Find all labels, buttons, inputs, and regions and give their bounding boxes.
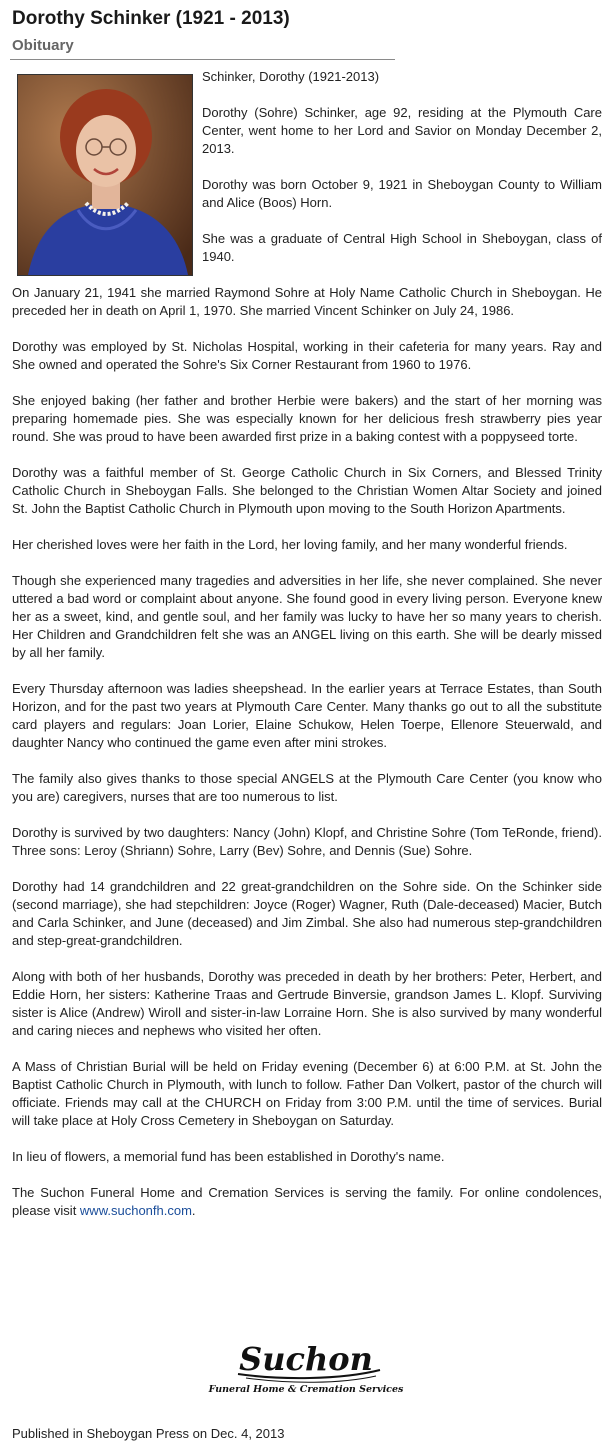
paragraph: The family also gives thanks to those special ANGELS at the Plymouth Care Center (you know who you are) caregivers, nurses that are too numerous to list.: [12, 771, 602, 804]
paragraph: Her cherished loves were her faith in the Lord, her loving family, and her many wonderful friends.: [12, 537, 568, 552]
paragraph: Dorothy had 14 grandchildren and 22 great-grandchildren on the Sohre side. On the Schinker side (second marriage), she had stepchildren: Joyce (Roger) Wagner, Ruth (Dale-deceased) Macier, Butch and Carla Schinker, and June (deceased) and Jim Zimbal. She also had numerous step-grandchildren and step-great-grandchildren.: [12, 879, 602, 948]
photo-spacer: [12, 68, 202, 275]
published-line: Published in Sheboygan Press on Dec. 4, 2013: [12, 1426, 285, 1441]
paragraph: Every Thursday afternoon was ladies sheepshead. In the earlier years at Terrace Estates, than South Horizon, and for the past two years at Plymouth Care Center. Many thanks go out to all the substitute card players and regulars: Joan Lorier, Elaine Schukow, Helen Toerpe, Ellenore Steuerwald, and daughter Nancy who continued the game even after mini strokes.: [12, 681, 602, 750]
paragraph: A Mass of Christian Burial will be held on Friday evening (December 6) at 6:00 P.M. at St. John the Baptist Catholic Church in Plymouth, with lunch to follow. Father Dan Volkert, pastor of the church will officiate. Friends may call at the CHURCH on Friday from 3:00 P.M. until the time of services. Burial will take place at Holy Cross Cemetery in Sheboygan on Saturday.: [12, 1059, 602, 1128]
logo-name: Suchon: [239, 1340, 373, 1378]
logo-tagline: Funeral Home & Cremation Services: [208, 1384, 404, 1395]
paragraph: Dorothy (Sohre) Schinker, age 92, residing at the Plymouth Care Center, went home to her Lord and Savior on Monday December 2, 2013.: [202, 105, 602, 156]
paragraph: She enjoyed baking (her father and brother Herbie were bakers) and the start of her morning was preparing homemade pies. She was especially known for her delicious fresh strawberry pies year round. She was proud to have been awarded first prize in a baking contest with a poppyseed torte.: [12, 393, 602, 444]
closing-paragraph: [12, 1184, 602, 1220]
obituary-body: [12, 68, 602, 1238]
paragraph: Dorothy was employed by St. Nicholas Hospital, working in their cafeteria for many years. Ray and She owned and operated the Sohre's Six Corner Restaurant from 1960 to 1976.: [12, 339, 602, 372]
paragraph: Schinker, Dorothy (1921-2013): [202, 69, 380, 84]
paragraph: Along with both of her husbands, Dorothy was preceded in death by her brothers: Peter, Herbert, and Eddie Horn, her sisters: Katherine Traas and Gertrude Binversie, grandson James L. Klopf. Surviving sister is Alice (Andrew) Wiroll and sister-in-law Lorraine Horn. She is also survived by many wonderful and caring nieces and nephews who visited her often.: [12, 969, 602, 1038]
paragraph: She was a graduate of Central High School in Sheboygan, class of 1940.: [202, 231, 602, 264]
paragraph: Though she experienced many tragedies and adversities in her life, she never complained. She never uttered a bad word or complaint about anyone. She found good in every living person. Everyone knew her as a sweet, kind, and gentle soul, and her family was lucky to have her so many years to cherish. Her Children and Grandchildren felt she was an ANGEL living on this earth. She will be dearly missed by all her family.: [12, 573, 602, 660]
paragraph: On January 21, 1941 she married Raymond Sohre at Holy Name Catholic Church in Sheboygan. He preceded her in death on April 1, 1970. She married Vincent Schinker on July 24, 1986.: [12, 285, 602, 318]
funeral-home-link[interactable]: www.suchonfh.com: [79, 1203, 192, 1218]
paragraph: Dorothy was born October 9, 1921 in Sheboygan County to William and Alice (Boos) Horn.: [202, 177, 602, 210]
suchon-logo: [208, 1340, 404, 1400]
closing-end: .: [191, 1203, 196, 1218]
paragraph: Dorothy is survived by two daughters: Nancy (John) Klopf, and Christine Sohre (Tom TeRonde, friend). Three sons: Leroy (Shriann) Sohre, Larry (Bev) Sohre, and Dennis (Sue) Sohre.: [12, 825, 602, 858]
closing-text: The Suchon Funeral Home and Cremation Services is serving the family. For online condolences, please visit: [12, 1185, 602, 1218]
paragraph: In lieu of flowers, a memorial fund has been established in Dorothy's name.: [12, 1149, 445, 1164]
page-title: Dorothy Schinker (1921 - 2013): [12, 8, 290, 29]
paragraph: Dorothy was a faithful member of St. George Catholic Church in Six Corners, and Blessed Trinity Catholic Church in Sheboygan Falls. She belonged to the Christian Women Altar Society and joined St. John the Baptist Catholic Church in Plymouth upon moving to the South Horizon Apartments.: [12, 465, 602, 516]
header-divider: [10, 59, 395, 60]
section-subtitle: Obituary: [12, 37, 74, 54]
